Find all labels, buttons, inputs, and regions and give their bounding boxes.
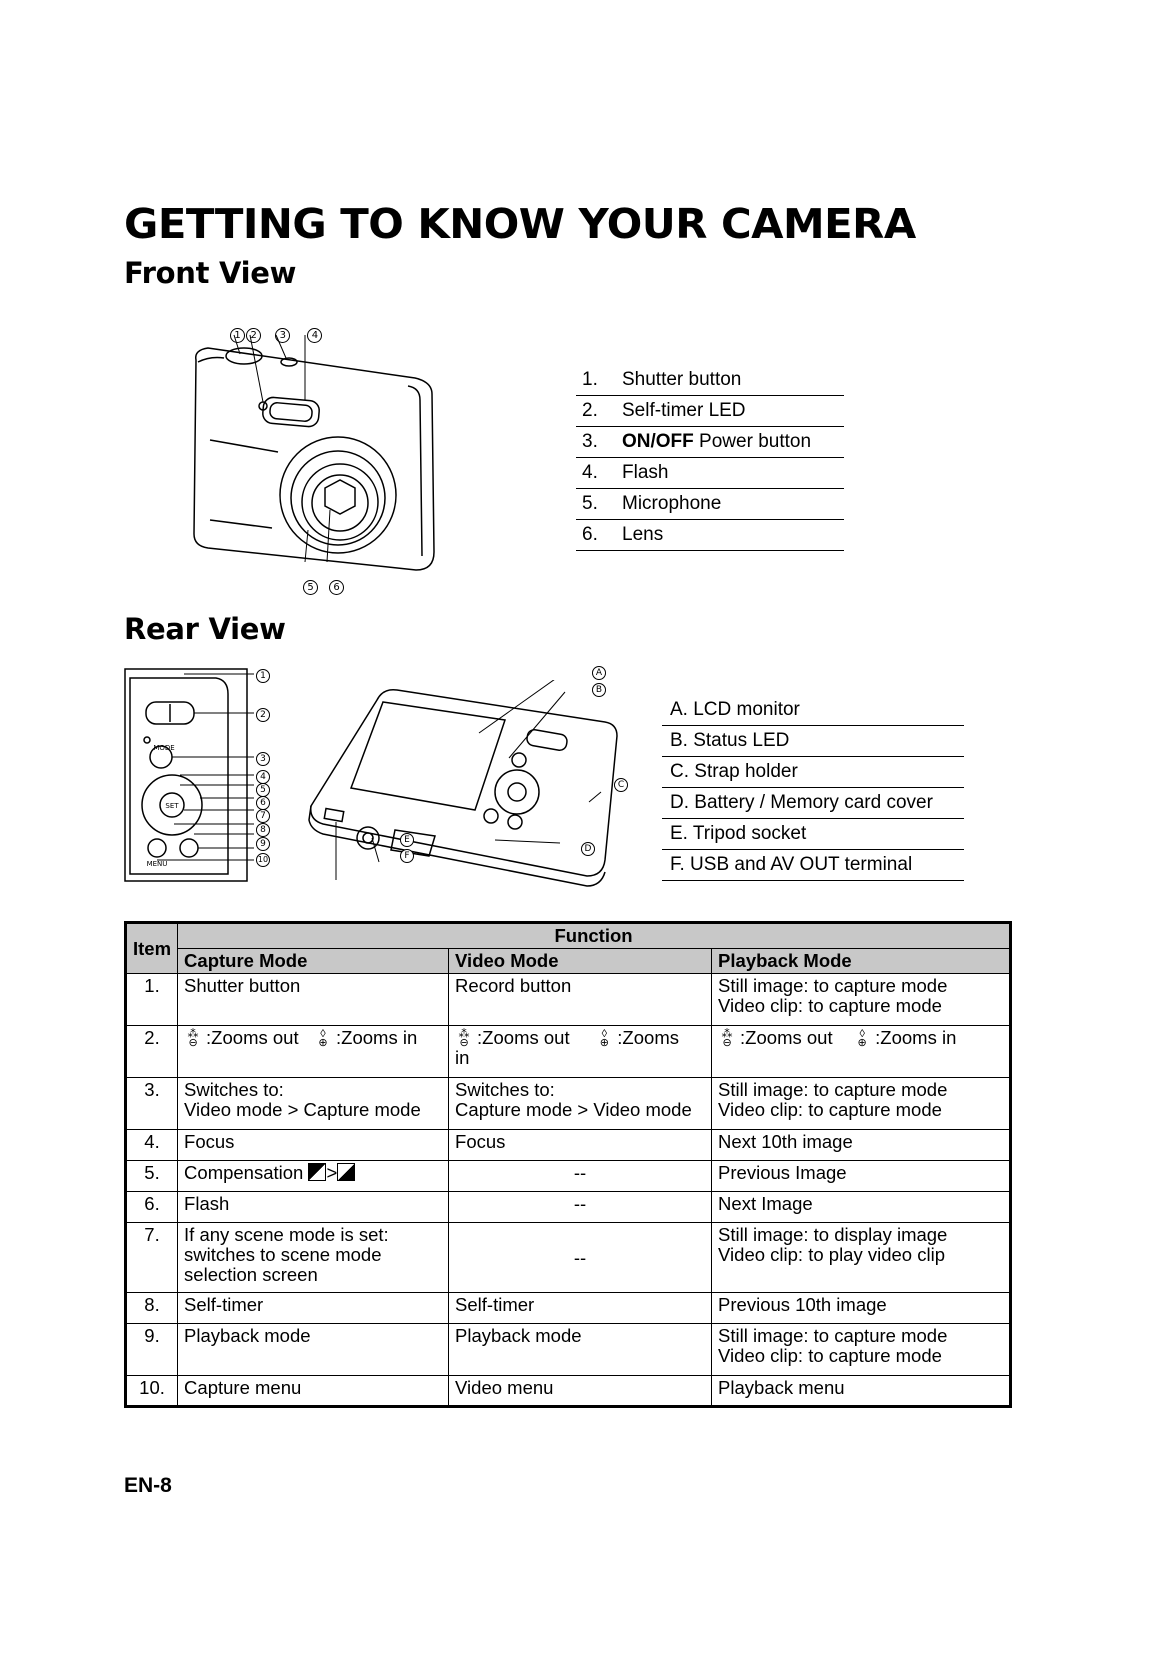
front-callouts-bottom (303, 575, 344, 595)
table-row (126, 1293, 1011, 1324)
callout-3: 3 (275, 328, 290, 343)
row-number: 8. (126, 1293, 178, 1324)
menu-label: MENU (146, 860, 168, 868)
item-label: Shutter button (622, 369, 742, 390)
playback-mode-header: Playback Mode (712, 949, 1011, 974)
capture-cell: If any scene mode is set: switches to scene mode selection screen (178, 1223, 449, 1293)
item-number: 2. (582, 400, 598, 421)
callout-e: E (400, 833, 414, 847)
table-row (126, 1376, 1011, 1407)
callout-f: F (400, 849, 414, 863)
playback-cell: ⁂ ⊖ :Zooms out ◊ ⊕ :Zooms in (712, 1026, 1011, 1078)
callout-9: 9 (256, 837, 270, 851)
playback-cell: Still image: to capture mode Video clip: to capture mode (712, 974, 1011, 1026)
row-number: 1. (126, 974, 178, 1026)
video-cell: -- (449, 1161, 712, 1192)
video-cell: Record button (449, 974, 712, 1026)
zoom-in-icon: ◊ ⊕ (318, 1028, 328, 1050)
legend-row (576, 489, 844, 520)
table-row (126, 1324, 1011, 1376)
rear-letter-callouts (404, 666, 625, 866)
table-row (126, 1078, 1011, 1130)
table-row (126, 1130, 1011, 1161)
item-label: B. Status LED (670, 730, 790, 751)
video-cell: Focus (449, 1130, 712, 1161)
capture-cell: Flash (178, 1192, 449, 1223)
playback-cell: Playback menu (712, 1376, 1011, 1407)
legend-row (662, 850, 964, 881)
mode-label: MODE (153, 744, 175, 752)
capture-cell: Self-timer (178, 1293, 449, 1324)
zoom-in-icon: ◊ ⊕ (599, 1028, 609, 1050)
video-cell: Video menu (449, 1376, 712, 1407)
item-number: 5. (582, 493, 598, 514)
callout-c: C (614, 778, 628, 792)
legend-row (662, 695, 964, 726)
callout-1: 1 (256, 669, 270, 683)
capture-cell: Switches to: Video mode > Capture mode (178, 1078, 449, 1130)
callout-7: 7 (256, 809, 270, 823)
playback-cell: Previous Image (712, 1161, 1011, 1192)
callout-2: 2 (256, 708, 270, 722)
exposure-compensation-icon (308, 1163, 326, 1181)
callout-6: 6 (256, 796, 270, 810)
video-cell: Self-timer (449, 1293, 712, 1324)
item-header: Item (126, 923, 178, 974)
callout-5: 5 (256, 783, 270, 797)
callout-3: 3 (256, 752, 270, 766)
legend-row (576, 396, 844, 427)
table-row (126, 1161, 1011, 1192)
row-number: 3. (126, 1078, 178, 1130)
table-row (126, 1026, 1011, 1078)
item-label: Self-timer LED (622, 400, 746, 421)
legend-row (576, 458, 844, 489)
front-camera-illustration (180, 330, 480, 610)
legend-row (662, 819, 964, 850)
legend-row (576, 427, 844, 458)
callout-10: 10 (256, 853, 270, 867)
playback-cell: Previous 10th image (712, 1293, 1011, 1324)
callout-8: 8 (256, 823, 270, 837)
zoom-out-icon: ⁂ ⊖ (721, 1028, 733, 1050)
row-number: 4. (126, 1130, 178, 1161)
item-label: C. Strap holder (670, 761, 798, 782)
legend-row (662, 788, 964, 819)
item-number: 4. (582, 462, 598, 483)
item-label-bold: ON/OFF (622, 431, 694, 452)
rear-view-heading: Rear View (124, 612, 286, 646)
rear-view-legend (662, 695, 964, 881)
item-label: F. USB and AV OUT terminal (670, 854, 913, 875)
callout-4: 4 (256, 770, 270, 784)
playback-cell: Still image: to capture mode Video clip: to capture mode (712, 1078, 1011, 1130)
callout-5: 5 (303, 580, 318, 595)
video-cell: Playback mode (449, 1324, 712, 1376)
capture-cell: Playback mode (178, 1324, 449, 1376)
playback-cell: Next 10th image (712, 1130, 1011, 1161)
video-cell: Switches to: Capture mode > Video mode (449, 1078, 712, 1130)
capture-cell: Compensation > (178, 1161, 449, 1192)
table-row (126, 974, 1011, 1026)
playback-cell: Still image: to capture mode Video clip: to capture mode (712, 1324, 1011, 1376)
callout-4: 4 (307, 328, 322, 343)
capture-cell: Focus (178, 1130, 449, 1161)
row-number: 6. (126, 1192, 178, 1223)
rear-control-panel-illustration (124, 664, 274, 884)
legend-row (662, 757, 964, 788)
item-number: 3. (582, 431, 598, 452)
table-row (126, 1223, 1011, 1293)
row-number: 10. (126, 1376, 178, 1407)
video-mode-header: Video Mode (449, 949, 712, 974)
callout-d: D (581, 842, 595, 856)
item-label: D. Battery / Memory card cover (670, 792, 933, 813)
page-number: EN-8 (124, 1474, 172, 1497)
zoom-out-icon: ⁂ ⊖ (187, 1028, 199, 1050)
table-row (126, 1192, 1011, 1223)
item-label: Lens (622, 524, 664, 545)
page-title: GETTING TO KNOW YOUR CAMERA (124, 200, 916, 248)
capture-cell: ⁂ ⊖ :Zooms out ◊ ⊕ :Zooms in (178, 1026, 449, 1078)
row-number: 9. (126, 1324, 178, 1376)
row-number: 2. (126, 1026, 178, 1078)
item-number: 1. (582, 369, 598, 390)
video-cell: -- (449, 1192, 712, 1223)
item-label: Power button (693, 431, 812, 452)
legend-row (576, 520, 844, 551)
set-label: SET (165, 802, 179, 810)
item-number: 6. (582, 524, 598, 545)
legend-row (576, 365, 844, 396)
playback-cell: Still image: to display image Video clip: to play video clip (712, 1223, 1011, 1293)
capture-cell: Shutter button (178, 974, 449, 1026)
zoom-out-icon: ⁂ ⊖ (458, 1028, 470, 1050)
front-view-heading: Front View (124, 256, 297, 290)
callout-a: A (592, 666, 606, 680)
row-number: 7. (126, 1223, 178, 1293)
capture-cell: Capture menu (178, 1376, 449, 1407)
item-label: A. LCD monitor (670, 699, 800, 720)
capture-mode-header: Capture Mode (178, 949, 449, 974)
item-label: Microphone (622, 493, 722, 514)
exposure-compensation-alt-icon (337, 1163, 355, 1181)
zoom-in-icon: ◊ ⊕ (857, 1028, 867, 1050)
function-header: Function (178, 923, 1011, 949)
front-callouts-top (230, 327, 322, 343)
playback-cell: Next Image (712, 1192, 1011, 1223)
row-number: 5. (126, 1161, 178, 1192)
item-label: E. Tripod socket (670, 823, 807, 844)
item-label: Flash (622, 462, 669, 483)
callout-2: 2 (246, 328, 261, 343)
video-cell: ⁂ ⊖ :Zooms out ◊ ⊕ :Zooms in (449, 1026, 712, 1078)
video-cell: -- (449, 1223, 712, 1293)
callout-1: 1 (230, 328, 245, 343)
function-table (124, 921, 1012, 1408)
callout-b: B (592, 683, 606, 697)
callout-6: 6 (329, 580, 344, 595)
legend-row (662, 726, 964, 757)
front-view-legend (576, 365, 844, 551)
